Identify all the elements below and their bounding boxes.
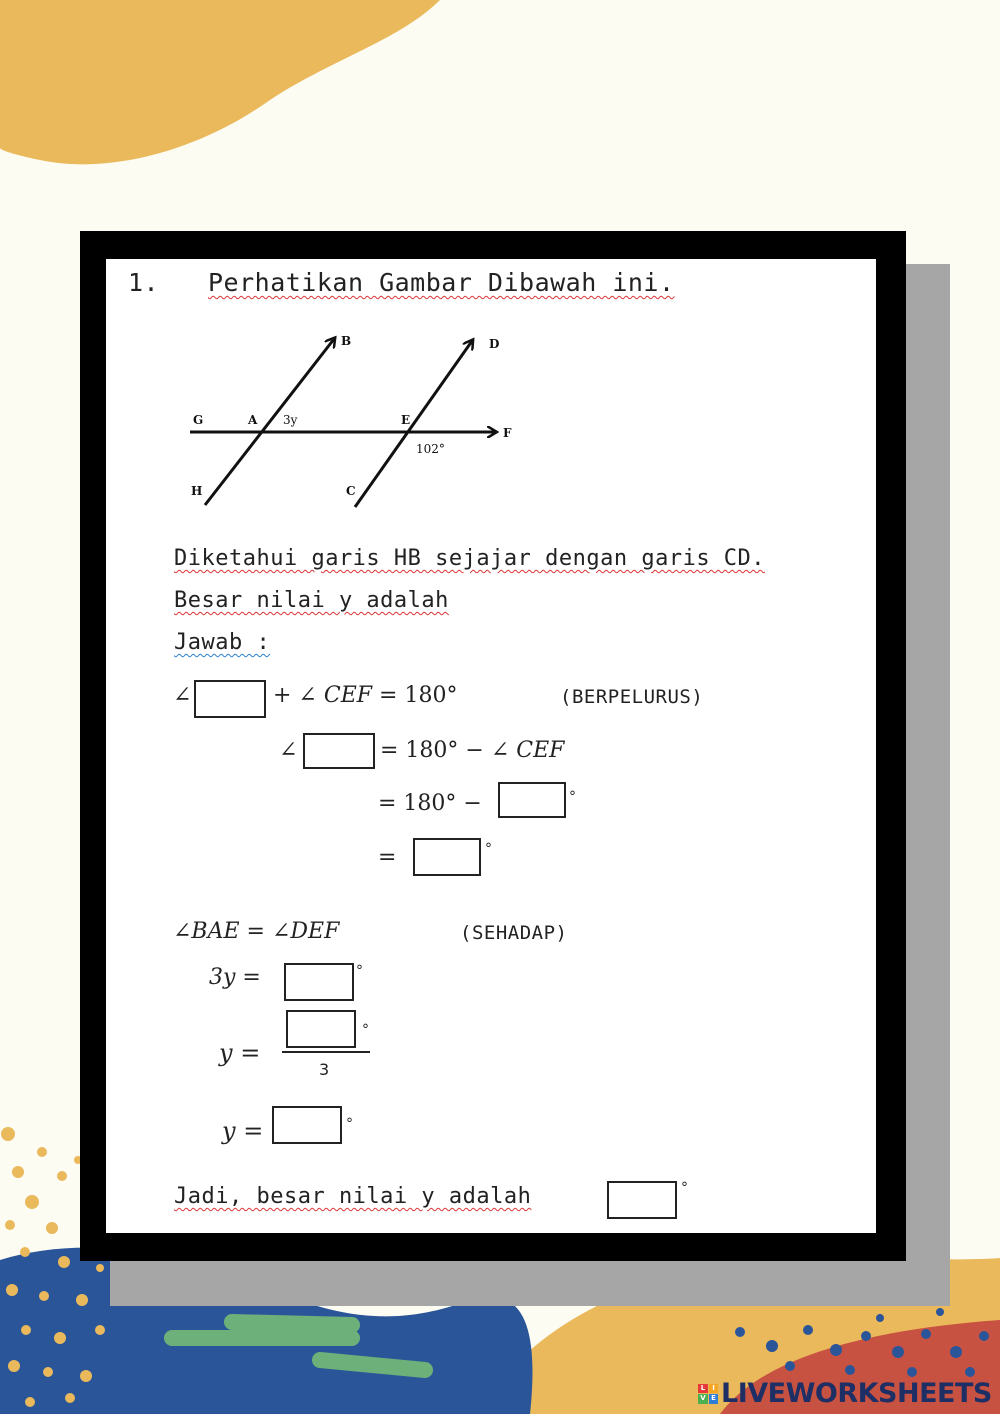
answer-box-angle-value[interactable] [498,782,566,818]
answer-label: Jawab : [174,630,271,655]
label-E: E [401,413,411,427]
corresponding-angles-equation: ∠BAE = ∠DEF [173,919,340,944]
label-F: F [503,426,512,440]
conclusion-text: Jadi, besar nilai y adalah [174,1184,532,1209]
parallel-lines-figure [180,325,525,515]
logo-mark-letter: E [709,1394,719,1404]
angle-symbol-2: ∠ [279,738,298,763]
three-y-equals: 3y = [209,965,261,990]
line-CD [355,341,472,507]
degree-mark: ° [346,1116,353,1132]
equals-180: = 180° [379,683,458,708]
degree-mark: ° [362,1022,369,1038]
note-sehadap: (SEHADAP) [460,922,568,944]
logo-mark-letter: L [698,1384,708,1394]
answer-box-angle-name-1[interactable] [194,680,266,718]
label-B: B [341,334,352,348]
note-berpelurus: (BERPELURUS) [560,686,704,708]
label-A: A [248,413,258,427]
fraction-bar [282,1051,370,1053]
answer-box-y[interactable] [272,1106,342,1144]
answer-box-angle-name-2[interactable] [303,733,375,769]
label-C: C [346,484,356,498]
answer-box-numerator[interactable] [286,1010,356,1048]
degree-mark: ° [356,963,363,979]
logo-mark-letter: V [698,1394,708,1404]
question-title: Perhatikan Gambar Dibawah ini. [208,268,675,297]
angle-symbol: ∠ [173,683,192,708]
question-number: 1. [128,268,160,297]
label-G: G [193,413,204,427]
label-angle-3y: 3y [283,413,298,427]
label-D: D [489,337,500,351]
line3-text: = 180° − [378,791,482,816]
logo-mark-letter: I [709,1384,719,1394]
liveworksheets-logo-mark [698,1384,718,1404]
angle-cef-label: CEF [323,683,373,708]
y-equals: y = [222,1117,264,1145]
line2-eq: = 180° − ∠ [380,738,510,763]
y-equals-fraction: y = [219,1039,261,1067]
angle-cef-label-2: CEF [516,738,565,763]
answer-box-angle-result[interactable] [413,838,481,876]
label-angle-102: 102° [416,442,445,456]
answer-box-3y[interactable] [284,963,354,1001]
label-H: H [191,484,203,498]
question-text: Besar nilai y adalah [174,588,449,613]
degree-mark: ° [569,789,576,805]
answer-box-final[interactable] [607,1181,677,1219]
liveworksheets-logo[interactable] [698,1378,992,1409]
plus-angle-symbol: + ∠ [273,683,317,708]
line2-text [380,738,564,763]
degree-mark: ° [681,1180,688,1196]
line-HB [205,339,334,505]
logo-text: LIVEWORKSHEETS [721,1378,992,1409]
denominator-3: 3 [319,1060,330,1079]
plus-angle-text [273,683,457,708]
line4-equals: = [378,845,397,870]
degree-mark: ° [485,841,492,857]
given-statement: Diketahui garis HB sejajar dengan garis CD. [174,546,766,571]
orange-blob-top [0,0,440,164]
